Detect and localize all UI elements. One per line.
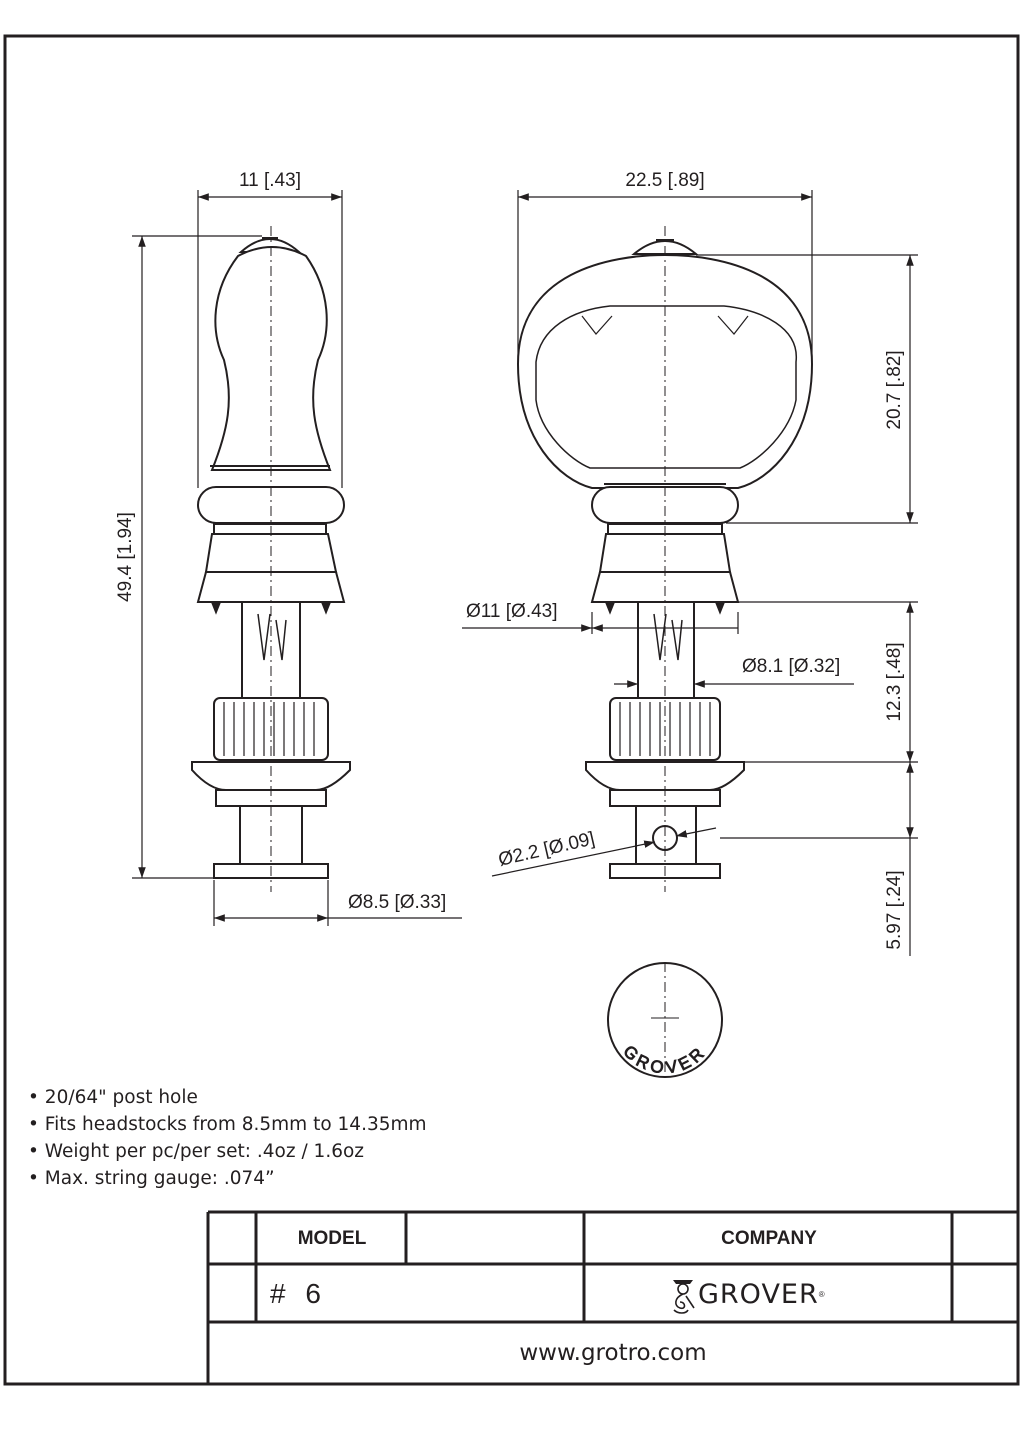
note-weight: • Weight per pc/per set: .4oz / 1.6oz: [28, 1138, 427, 1165]
end-view: [608, 962, 722, 1078]
company-label: COMPANY: [721, 1228, 817, 1249]
dim-front-width: 22.5 [.89]: [625, 170, 705, 191]
website: www.grotro.com: [519, 1340, 707, 1366]
dim-string-hole-dia: Ø2.2 [Ø.09]: [496, 828, 597, 871]
registered-mark: ®: [818, 1289, 825, 1299]
dim-base-dia: Ø8.5 [Ø.33]: [348, 892, 447, 913]
dim-button-height: 20.7 [.82]: [884, 350, 905, 430]
company-name: GROVER: [698, 1278, 819, 1310]
dim-total-height: 49.4 [1.94]: [115, 512, 136, 602]
grover-mascot-icon: [668, 1272, 698, 1316]
dim-lower-post-len: 5.97 [.24]: [884, 870, 905, 950]
end-view-logo-text: GROVER: [619, 1041, 711, 1078]
side-ring-collar: [214, 524, 326, 534]
note-post-hole: • 20/64" post hole: [28, 1084, 427, 1111]
spec-notes: [28, 1084, 427, 1192]
note-string-gauge: • Max. string gauge: .074”: [28, 1165, 427, 1192]
company-logo: [668, 1270, 888, 1318]
dim-bushing-dia: Ø11 [Ø.43]: [466, 601, 558, 622]
note-headstock-fit: • Fits headstocks from 8.5mm to 14.35mm: [28, 1111, 427, 1138]
dim-side-width: 11 [.43]: [239, 170, 301, 191]
model-label: MODEL: [297, 1228, 367, 1249]
dim-post-dia: Ø8.1 [Ø.32]: [742, 656, 841, 677]
model-number: # 6: [270, 1278, 327, 1309]
dim-upper-post-len: 12.3 [.48]: [884, 642, 905, 722]
